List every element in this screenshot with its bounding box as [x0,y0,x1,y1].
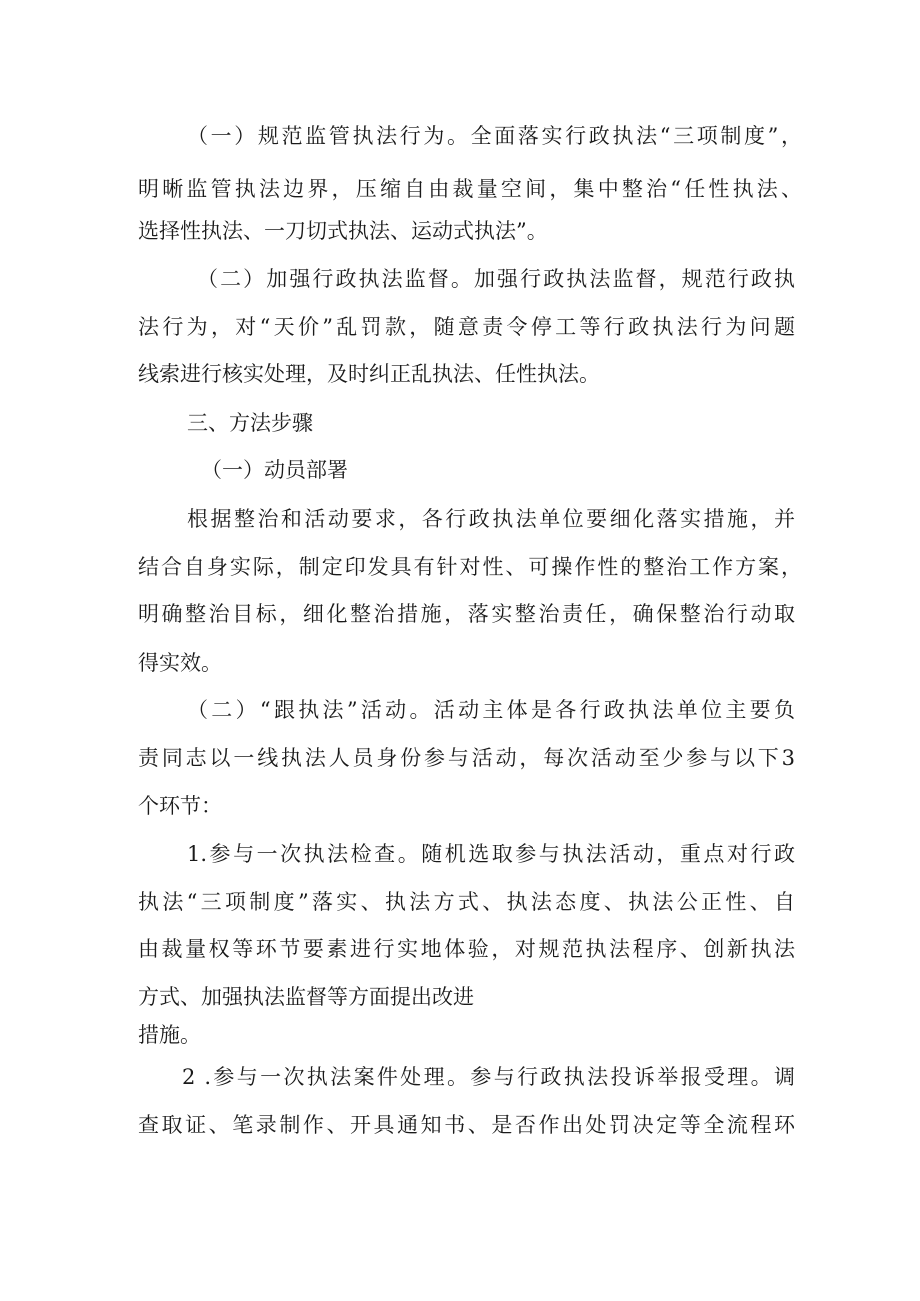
text-line: （一）规范监管执法行为。全面落实行政执法“三项制度”， [187,124,802,148]
text-line: 明确整治目标，细化整治措施，落实整治责任，确保整治行动取 [138,602,795,626]
text-line: 2 .参与一次执法案件处理。参与行政执法投诉举报受理。调 [182,1065,795,1089]
text-line: 选择性执法、一刀切式执法、运动式执法”。 [138,219,548,243]
text-line: 执法“三项制度”落实、执法方式、执法态度、执法公正性、自 [138,890,795,914]
text-line: 查取证、笔录制作、开具通知书、是否作出处罚决定等全流程环 [138,1113,795,1137]
text-line: 结合自身实际，制定印发具有针对性、可操作性的整治工作方案， [138,555,802,579]
text-line: 责同志以一线执法人员身份参与活动，每次活动至少参与以下3 [138,746,795,770]
text-line: 根据整治和活动要求，各行政执法单位要细化落实措施，并 [187,507,795,531]
heading-text: （一）动员部署 [201,458,348,482]
text-line: 明晰监管执法边界，压缩自由裁量空间，集中整治“任性执法、 [138,177,802,201]
heading-text: 三、方法步骤 [187,411,313,435]
text-line: 措施。 [138,1023,201,1047]
text-line: 方式、加强执法监督等方面提出改进 [138,985,474,1009]
text-line: （二）“跟执法”活动。活动主体是各行政执法单位主要负 [187,698,795,722]
text-line: （二）加强行政执法监督。加强行政执法监督，规范行政执 [197,267,795,291]
text-line: 得实效。 [138,651,222,675]
text-line: 个环节： [138,794,222,818]
text-line: 1.参与一次执法检查。随机选取参与执法活动，重点对行政 [187,842,795,866]
text-line: 法行为，对“天价”乱罚款，随意责令停工等行政执法行为问题 [138,315,795,339]
text-line: 由裁量权等环节要素进行实地体验，对规范执法程序、创新执法 [138,937,795,961]
text-line: 线索进行核实处理，及时纠正乱执法、任性执法。 [138,362,600,386]
